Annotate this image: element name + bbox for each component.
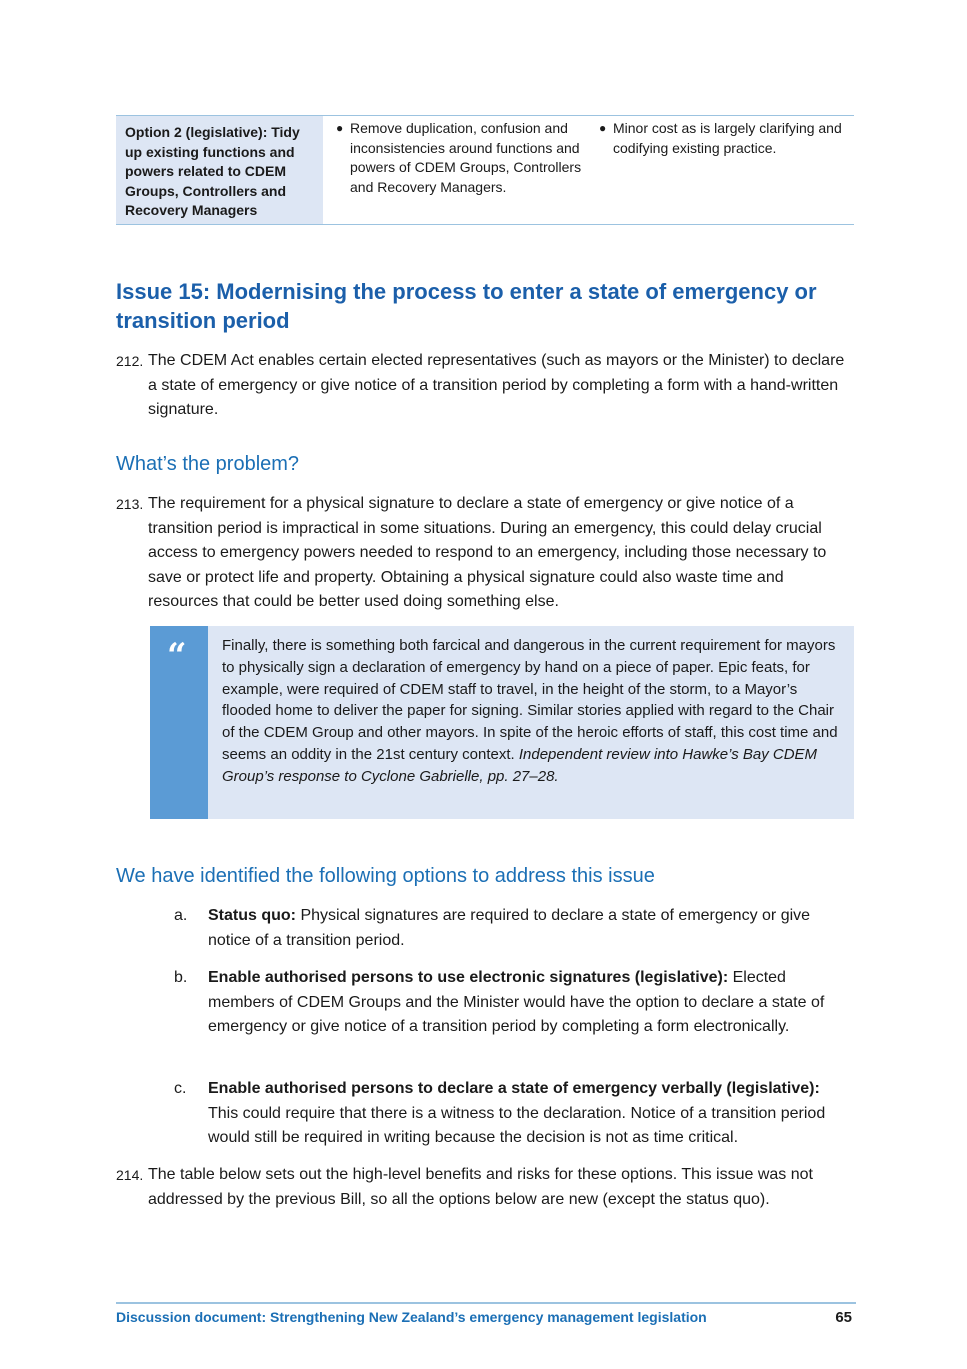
issue-heading: Issue 15: Modernising the process to enter a state of emergency or transition period <box>116 279 817 333</box>
paragraph-number: 212. <box>116 353 144 369</box>
list-letter: c. <box>174 1080 187 1097</box>
bullet-icon: ● <box>336 121 344 135</box>
quote-mark-icon: “ <box>167 636 187 676</box>
paragraph-213 <box>116 492 854 615</box>
paragraph-212 <box>116 349 854 423</box>
list-item <box>174 1077 854 1151</box>
bullet-icon: ● <box>599 121 607 135</box>
option-text: This could require that there is a witness to the declaration. Notice of a transition period would still be required in writing because the decision is not as time critical. <box>208 1104 826 1146</box>
page-footer <box>116 1302 856 1326</box>
paragraph-214 <box>116 1163 854 1212</box>
footer-title: Discussion document: Strengthening New Zealand’s emergency management legislation <box>116 1309 707 1325</box>
option-title: Enable authorised persons to use electronic signatures (legislative): <box>208 969 729 986</box>
quote-source: Independent review into Hawke’s Bay CDEM Group’s response to Cyclone Gabrielle, pp. 27–28. <box>222 745 818 785</box>
option-title: Status quo: <box>208 907 296 924</box>
list-item <box>174 966 854 1040</box>
quote-text <box>208 626 854 819</box>
paragraph-text: The table below sets out the high-level benefits and risks for these options. This issue was not addressed by the previous Bill, so all the options below are new (except the status quo). <box>148 1166 813 1208</box>
quote-bar <box>150 626 208 819</box>
quote-box <box>150 626 854 819</box>
paragraph-text: The CDEM Act enables certain elected representatives (such as mayors or the Minister) to declare a state of emergency or give notice of a transition period by completing a form with a hand-written signature. <box>148 352 845 418</box>
option-title: Enable authorised persons to declare a state of emergency verbally (legislative): <box>208 1080 820 1097</box>
options-table <box>116 115 854 225</box>
paragraph-number: 213. <box>116 496 144 512</box>
paragraph-number: 214. <box>116 1167 144 1183</box>
list-letter: a. <box>174 907 188 924</box>
option-text: Elected members of CDEM Groups and the Minister would have the option to declare a state of emergency or give notice of a transition period by completing a form electronically. <box>208 969 825 1035</box>
list-letter: b. <box>174 969 188 986</box>
cost-text: Minor cost as is largely clarifying and codifying existing practice. <box>613 120 842 156</box>
options-heading: We have identified the following options to address this issue <box>116 865 655 887</box>
cost-cell <box>593 116 854 224</box>
option-label-cell: Option 2 (legislative): Tidy up existing functions and powers related to CDEM Groups, Controllers and Recovery Managers <box>116 116 323 224</box>
paragraph-text: The requirement for a physical signature to declare a state of emergency or give notice of a transition period is impractical in some situations. During an emergency, this could delay crucial access to emergency powers needed to respond to an emergency, including those necessary to save or protect life and property. Obtaining a physical signature could also waste time and resources that could be better used doing something else. <box>148 495 827 610</box>
option-text: Physical signatures are required to declare a state of emergency or give notice of a transition period. <box>208 907 811 949</box>
benefit-cell <box>323 116 593 224</box>
list-item <box>174 904 854 953</box>
quote-body: Finally, there is something both farcical and dangerous in the current requirement for mayors to physically sign a declaration of emergency by hand on a piece of paper. Epic feats, for example, were required of CDEM staff to travel, in the height of the storm, to a Mayor’s flooded home to deliver the paper for signing. Similar stories applied with regard to the Chair of the CDEM Group and other mayors. In spite of the heroic efforts of staff, this cost time and seems an oddity in the 21st century context. <box>222 637 838 763</box>
benefit-text: Remove duplication, confusion and inconsistencies around functions and powers of CDEM Groups, Controllers and Recovery Managers. <box>350 120 582 195</box>
page-number: 65 <box>835 1309 852 1326</box>
problem-heading: What’s the problem? <box>116 453 300 475</box>
